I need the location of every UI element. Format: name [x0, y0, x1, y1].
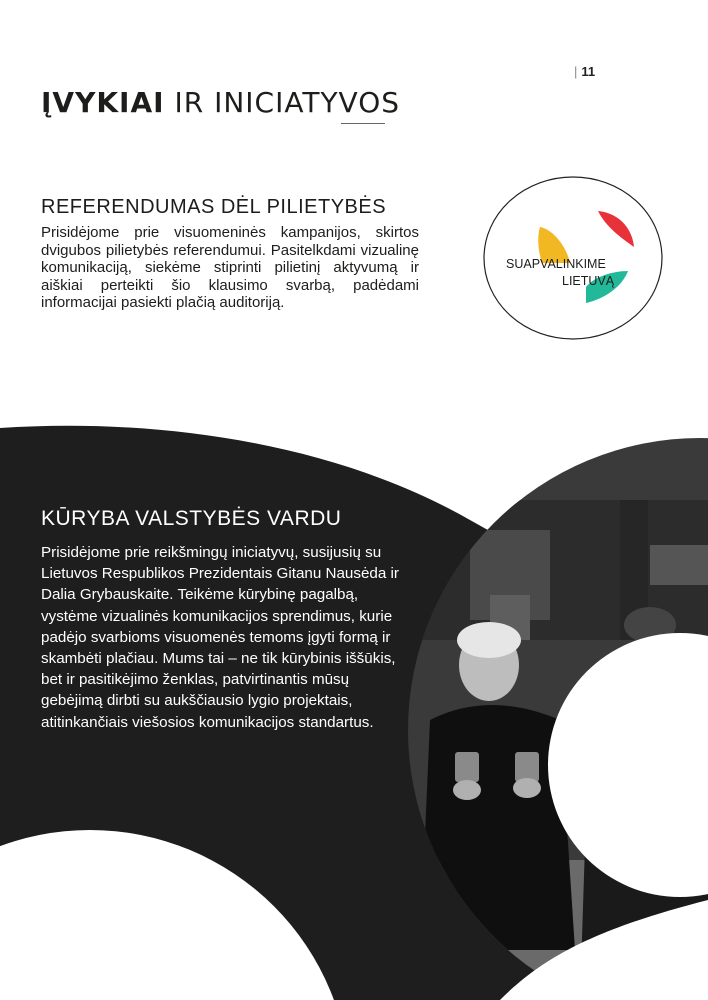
logo-text-line1: SUAPVALINKIME — [506, 257, 606, 271]
page-title-bold: ĮVYKIAI — [41, 86, 165, 119]
referendum-heading: REFERENDUMAS DĖL PILIETYBĖS — [41, 196, 387, 218]
page-title — [41, 86, 400, 119]
page-title-rest: IR INICIATYVOS — [174, 86, 401, 119]
creative-body: Prisidėjome prie reikšmingų iniciatyvų, susijusių su Lietuvos Respublikos Prezidentais Gitanu Nausėda ir Dalia Grybauskaite. Teikėme kūrybinę pagalbą, vystėme vizualinės komunikacijos sprendimus, kurie padėjo svarbioms visuomenės temoms įgyti formą ir skambėti plačiau. Mums tai – ne tik kūrybinis iššūkis, bet ir pasitikėjimo ženklas, patvirtinantis mūsų gebėjimą dirbti su aukščiausio lygio projektais, atitinkančiais viešosios komunikacijos standartus. — [41, 544, 399, 731]
creative-heading: KŪRYBA VALSTYBĖS VARDU — [41, 507, 342, 530]
page-number-value: 11 — [581, 64, 596, 79]
page-number-divider: | — [574, 64, 578, 79]
page-number — [574, 64, 595, 79]
title-underline — [341, 123, 385, 124]
referendum-body: Prisidėjome prie visuomeninės kampanijos, skirtos dvigubos pilietybės referendumui. Pasitelkdami vizualinę komunikaciją, siekėme stiprinti pilietinį aktyvumą ir aiškiai perteikti šio klausimo svarbą, padėdami informacijai pasiekti plačią auditoriją. — [41, 224, 419, 311]
logo-text-line2: LIETUVĄ — [562, 274, 615, 288]
suapvalinkime-lietuva-logo — [482, 175, 665, 340]
